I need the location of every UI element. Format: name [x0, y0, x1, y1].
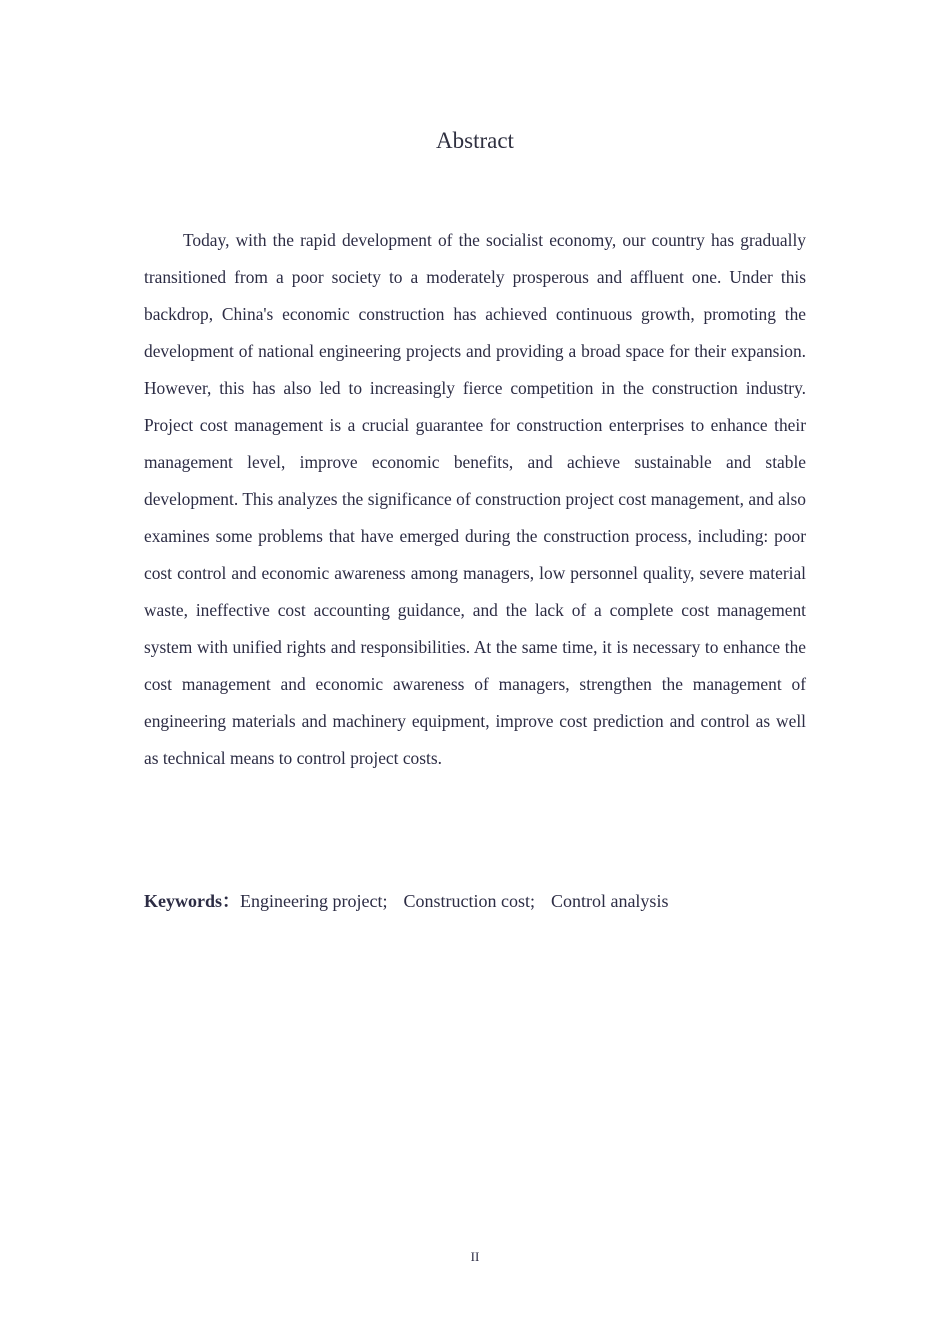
abstract-body: Today, with the rapid development of the socialist economy, our country has gradually transitioned from a poor society to a moderately prosperous and affluent one. Under this backdrop, China's economic construction has achieved continuous growth, promoting the development of national engineering projects and providing a broad space for their expansion. However, this has also led to increasingly fierce competition in the construction industry. Project cost management is a crucial guarantee for construction enterprises to enhance their management level, improve economic benefits, and achieve sustainable and stable development. This analyzes the significance of construction project cost management, and also examines some problems that have emerged during the construction process, including: poor cost control and economic awareness among managers, low personnel quality, severe material waste, ineffective cost accounting guidance, and the lack of a complete cost management system with unified rights and responsibilities. At the same time, it is necessary to enhance the cost management and economic awareness of managers, strengthen the management of engineering materials and machinery equipment, improve cost prediction and control as well as technical means to control project costs.	[144, 230, 806, 768]
keyword-item: Engineering project;	[240, 891, 388, 911]
keyword-item: Control analysis	[550, 891, 669, 911]
page-number: II	[470, 1249, 480, 1264]
keywords-label: Keywords：	[144, 891, 240, 911]
keyword-item: Construction cost;	[403, 891, 535, 911]
keywords-line	[144, 886, 806, 916]
abstract-title: Abstract	[436, 128, 514, 153]
